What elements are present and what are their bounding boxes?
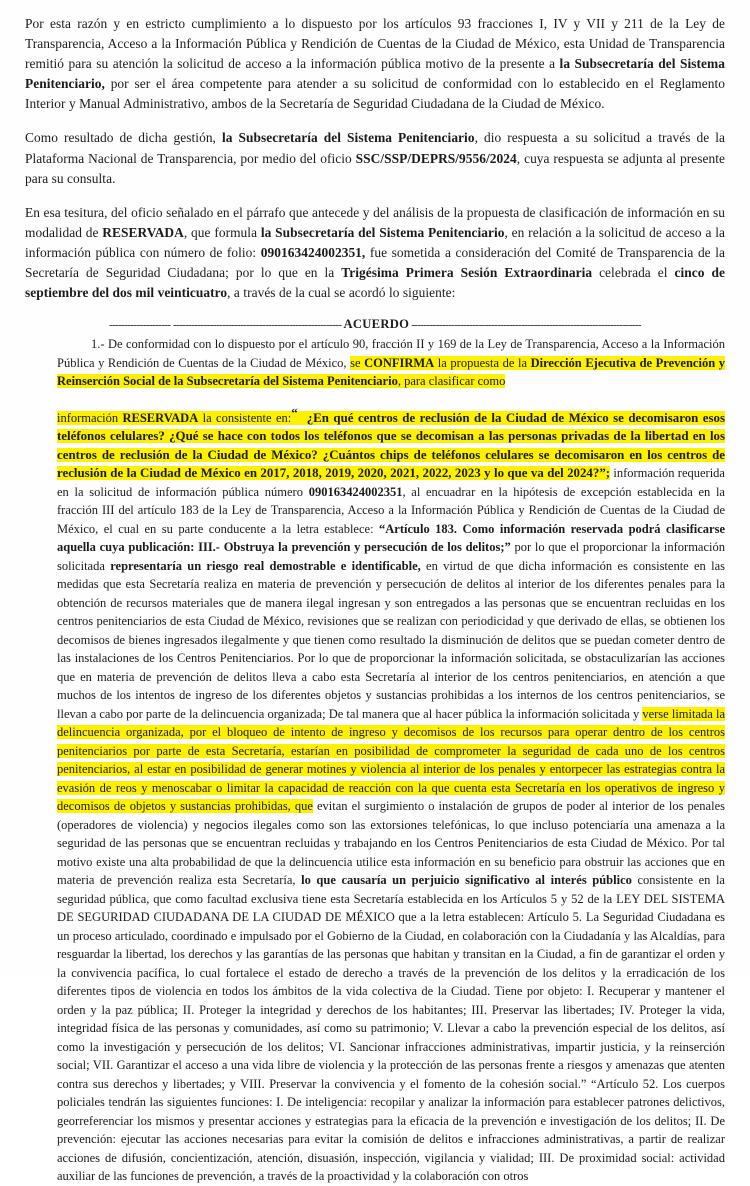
p3-bold-fecha: cinco de septiembre del dos mil veinticuatro [25, 265, 725, 301]
acuerdo-hl-seg-3: , para clasificar como [397, 374, 506, 389]
acuerdo-body-seg-6: consistente en la seguridad pública, que como facultad exclusiva tiene esta Secretaría establecida en los Artículos 5 y 52 de la LEY DEL SISTEMA DE SEGURIDAD CIUDADANA DE LA CIUDAD DE MÉXICO que a la letra establecen: Artículo 5. La Seguridad Ciudadana es un proceso articulado, coordinado e impulsado por el Gobierno de la Ciudad, en colaboración con la Ciudadanía y las Alcaldías, para resguardar la libertad, los derechos y las garantías de las personas que habitan y transitan en la Ciudad, a fin de garantizar el orden y la convivencia pacífica, lo cual fortalece el estado de derecho a través de la prevención de los delitos y la erradicación de los diferentes tipos de violencia en todos los ámbitos de la vida colectiva de la Ciudad. Tiene por objeto: I. Recuperar y mantener el orden y la paz pública; II. Proteger la integridad y derechos de los habitantes; III. Preservar las libertades; IV. Proteger la vida, integridad física de las personas y comunidades, así como su patrimonio; V. Llevar a cabo la prevención especial de los delitos, así como la investigación y persecución de los delitos; VI. Sancionar infracciones administrativas, impartir justicia, y la reinserción social; VII. Garantizar el acceso a una vida libre de violencia y la protección de las personas frente a riesgos y amenazas que atenten contra sus derechos y libertades; y VIII. Preservar la convivencia y el fomento de la cohesión social.” “Artículo 52. Los cuerpos policiales tendrán las siguientes funciones: I. De inteligencia: recopilar y analizar la información para establecer patrones delictivos, georreferenciar los mismos y presentar acciones y estrategias para la eficacia de la prevención e investigación de los delitos; II. De prevención: ejecutar las acciones necesarias para evitar la comisión de delitos e infracciones administrativas, a partir de realizar acciones de difusión, concientización, atención, disuasión, inspección, vigilancia y vialidad; III. De proximidad social: actividad auxiliar de las funciones de prevención, a través de la proactividad y la colaboración con otros [57, 873, 725, 1184]
p3-bold-folio: 090163424002351, [260, 244, 366, 260]
p3-segment-2: , que formula [183, 224, 261, 240]
p2-bold-1: la Subsecretaría del Sistema Penitenciario [221, 130, 475, 146]
reserved-bold-reservada: RESERVADA [122, 410, 199, 425]
acuerdo-reserved-paragraph [57, 404, 725, 1186]
acuerdo-body-seg-3: por lo que el proporcionar la información solicitada [57, 540, 726, 573]
acuerdo-highlight-riesgo-block: verse limitada la delincuencia organizada, por el bloqueo de intento de ingreso y decomisos de los recursos para operar dentro de los centros penitenciarios por parte de esta Secretaría, estarían en posibilidad de comprometer la seguridad de cada uno de los centros penitenciarios, al estar en posibilidad de generar motines y violencia al interior de los penales y entorpecer las estrategias contra la evasión de reos y menoscabar o limitar la capacidad de reacción con la que cuenta esta Secretaría en los operativos de ingreso y decomisos de objetos y sustancias prohibidas, que [57, 706, 725, 814]
acuerdo-hl-seg-1: se [350, 355, 365, 370]
p1-segment-2: por ser el área competente para atender a su solicitud de conformidad con lo establecido en el Reglamento Interior y Manual Administrativo, ambos de la Secretaría de Seguridad Ciudadana de la Ciudad de México. [25, 76, 725, 112]
document-body [25, 14, 725, 1186]
divider-dashes-right: --------------------------------------------------------------------------- [411, 319, 641, 332]
p3-bold-sesion: Trigésima Primera Sesión Extraordinaria [341, 265, 593, 281]
p2-segment-1: Como resultado de dicha gestión, [25, 130, 222, 146]
acuerdo-intro-paragraph [57, 335, 725, 391]
acuerdo-body-seg-5: evitan el surgimiento o instalación de grupos de poder al interior de los penales (operadores de violencia) y negocios ilegales como son las extorsiones telefónicas, lo que incluso potenciaría una amenaza a la seguridad de las personas que se encuentran recluidas y trabajando en los Centros Penitenciarios de esta Ciudad de México. Por tal motivo existe una alta probabilidad de que la delincuencia utilice esta información en su beneficio para obstruir las acciones que en materia de prevención realiza esta Secretaría, [57, 799, 725, 888]
acuerdo-bold-confirma: CONFIRMA [364, 355, 435, 370]
acuerdo-block [57, 335, 725, 1186]
p1-segment-1: Por esta razón y en estricto cumplimiento a lo dispuesto por los artículos 93 fracciones I, IV y VII y 211 de la Ley de Transparencia, Acceso a la Información Pública y Rendición de Cuentas de la Ciudad de México, esta Unidad de Transparencia remitió para su atención la solicitud de acceso a la información pública motivo de la presente a [25, 16, 725, 72]
acuerdo-intro-text: 1.- De conformidad con lo dispuesto por el artículo 90, fracción II y 169 de la Ley de Transparencia, Acceso a la Información Pública y Rendición de Cuentas de la Ciudad de México, [57, 337, 725, 370]
acuerdo-divider [25, 317, 725, 332]
p3-segment-1: En esa tesitura, del oficio señalado en el párrafo que antecede y del análisis de la propuesta de clasificación de información en su modalidad de [25, 204, 725, 240]
acuerdo-spacer [57, 391, 725, 404]
divider-dashes-mid: ------------------------------------------------------- [172, 319, 342, 332]
opening-quote-mark: “ [291, 404, 298, 420]
acuerdo-body-seg-4: en virtud de que dicha información es consistente en las medidas que esta Secretaría realiza en materia de prevención y persecución de delitos al interior de los diferentes penales para la obtención de recursos materiales que de manera ilegal ingresan y son entregados a las personas que se encuentran recluidas en los centros penitenciarios de esta Ciudad de México, revisiones que se realizan con periodicidad y que derivado de ellas, se obtienen los decomisos de bienes ingresados ilegalmente y que tienen como resultado la disminución de delitos que se puedan cometer dentro de las instalaciones de los Centros Penitenciarios. Por lo que de proporcionar la información solicitada, se obstaculizarían las acciones que en materia de prevención de delitos lleva a cabo esta Secretaría al interior de los centros penitenciarios, en atención a que muchos de los intentos de ingreso de los diferentes objetos y sustancias prohibidas a los internos de los centros penitenciarios, se llevan a cabo por parte de la delincuencia organizada; De tal manera que al hacer pública la información solicitada y [57, 558, 725, 721]
acuerdo-bold-perjuicio: lo que causaría un perjuicio significativo al interés público [301, 873, 632, 888]
paragraph-2 [25, 128, 725, 188]
paragraph-3 [25, 203, 725, 303]
reserved-seg-2: la consistente en: [198, 410, 292, 425]
p2-segment-3: , cuya respuesta se adjunta al presente para su consulta. [25, 150, 725, 186]
p3-bold-reservada: RESERVADA [102, 224, 184, 240]
paragraph-1 [25, 14, 725, 114]
acuerdo-body-seg-1: información requerida en la solicitud de información pública número [57, 466, 725, 499]
p2-segment-2: , dio respuesta a su solicitud a través de la Plataforma Nacional de Transparencia, por medio del oficio [25, 130, 726, 166]
p3-segment-6: , a través de la cual se acordó lo siguiente: [227, 285, 456, 301]
p3-segment-4: fue sometida a consideración del Comité de Transparencia de la Secretaría de Seguridad Ciudadana; por lo que en la [25, 244, 725, 281]
acuerdo-bold-articulo-183: “Artículo 183. Como información reservada podrá clasificarse aquella cuya publicación: III.- Obstruya la prevención y persecución de los delitos;” [57, 521, 725, 555]
acuerdo-label: ACUERDO [343, 317, 410, 332]
acuerdo-bold-folio: 090163424002351 [308, 484, 403, 499]
divider-dashes-left: -------------------- [109, 319, 171, 332]
p1-bold-1: la Subsecretaría del Sistema Penitenciario, [25, 56, 725, 92]
acuerdo-bold-riesgo-real: representaría un riesgo real demostrable e identificable, [110, 558, 421, 573]
acuerdo-hl-seg-2: la propuesta de la [434, 355, 531, 370]
acuerdo-bold-direccion-ejecutiva: Dirección Ejecutiva de Prevención y Reinserción Social de la Subsecretaría del Sistema Penitenciario [57, 355, 725, 389]
p3-segment-3: , en relación a la solicitud de acceso a la información pública con número de folio: [25, 224, 725, 260]
p3-bold-subsecretaria: la Subsecretaría del Sistema Penitenciario [260, 224, 505, 240]
p2-bold-oficio: SSC/SSP/DEPRS/9556/2024 [355, 150, 517, 166]
reserved-seg-1: información [57, 410, 123, 425]
p3-segment-5: celebrada el [592, 265, 675, 281]
reserved-question-text: ¿En qué centros de reclusión de la Ciudad de México se decomisaron esos teléfonos celulares? ¿Qué se hace con todos los teléfonos que se decomisan a las personas privadas de la libertad en los centros de reclusión de la Ciudad de México? ¿Cuántos chips de teléfonos celulares se decomisaron en los centros de reclusión de la Ciudad de México en 2017, 2018, 2019, 2020, 2021, 2022, 2023 y lo que va del 2024?”; [57, 410, 725, 481]
acuerdo-body-seg-2: , al encuadrar en la hipótesis de excepción establecida en la fracción III del artículo 183 de la Ley de Transparencia, Acceso a la Información Pública y Rendición de Cuentas de la Ciudad de México, el cual en su parte conducente a la letra establece: [57, 484, 725, 536]
